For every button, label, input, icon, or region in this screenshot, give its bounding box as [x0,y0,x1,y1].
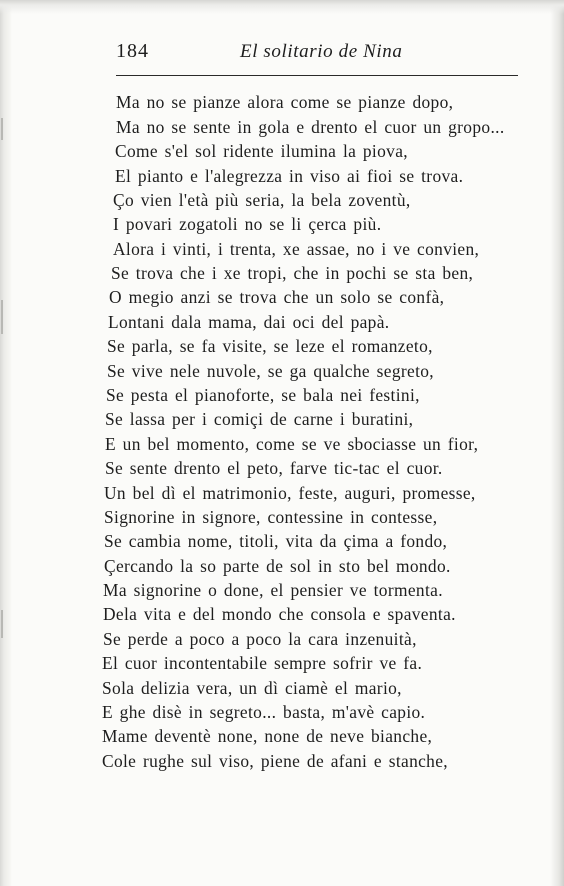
header-rule [116,75,518,76]
poem-line: Dela vita e del mondo che consola e spaventa. [103,604,456,624]
poem-line: Se sente drento el peto, farve tic-tac el cuor. [105,458,443,478]
poem-line: Un bel dì el matrimonio, feste, auguri, promesse, [104,483,476,503]
poem-line: Se vive nele nuvole, se ga qualche segreto, [107,361,435,381]
poem-line: El cuor incontentabile sempre sofrir ve fa. [102,653,423,673]
page-edge-mark [1,610,3,638]
poem-line: Se parla, se fa visite, se leze el romanzeto, [107,336,433,356]
poem-line: Sola delizia vera, un dì ciamè el mario, [102,678,402,698]
poem-line: Se lassa per i comiçi de carne i buratini, [105,409,414,429]
poem-line: Mame deventè none, none de neve bianche, [102,726,433,746]
poem-line: E ghe disè in segreto... basta, m'avè capio. [102,702,426,722]
poem-line: Çercando la so parte de sol in sto bel mondo. [104,556,451,576]
page-edge-mark [1,300,3,334]
poem-line: Signorine in signore, contessine in contesse, [104,507,438,527]
poem-line: Come s'el sol ridente ilumina la piova, [115,141,408,161]
page-number: 184 [116,40,149,62]
poem-line: O megio anzi se trova che un solo se confà, [109,287,445,307]
page-edge-mark [1,118,3,140]
page-top-edge-shadow [0,0,564,14]
poem-line: El pianto e l'alegrezza in viso ai fioi se trova. [115,166,464,186]
running-title: El solitario de Nina [240,41,403,62]
poem-line: Alora i vinti, i trenta, xe assae, no i ve convien, [113,239,480,259]
poem-line: Se perde a poco a poco la cara inzenuità, [103,629,417,649]
poem-line: Ma signorine o done, el pensier ve tormenta. [103,580,443,600]
poem-line: Cole rughe sul viso, piene de afani e stanche, [102,751,448,771]
poem-line: Se pesta el pianoforte, se bala nei festini, [106,385,420,405]
poem-line: Ma no se pianze alora come se pianze dopo, [116,92,454,112]
poem-line: Ço vien l'età più seria, la bela zoventù, [113,190,411,210]
poem-line: Se trova che i xe tropi, che in pochi se sta ben, [111,263,474,283]
running-head [116,40,520,70]
poem-line: Lontani dala mama, dai oci del papà. [108,312,390,332]
poem-line: E un bel momento, come se ve sbociasse un fior, [105,434,479,454]
poem-line: Ma no se sente in gola e drento el cuor un gropo... [116,117,505,137]
poem-line: I povari zogatoli no se li çerca più. [113,214,382,234]
page-right-edge-shadow [550,0,564,886]
poem-line: Se cambia nome, titoli, vita da çima a fondo, [104,531,448,551]
